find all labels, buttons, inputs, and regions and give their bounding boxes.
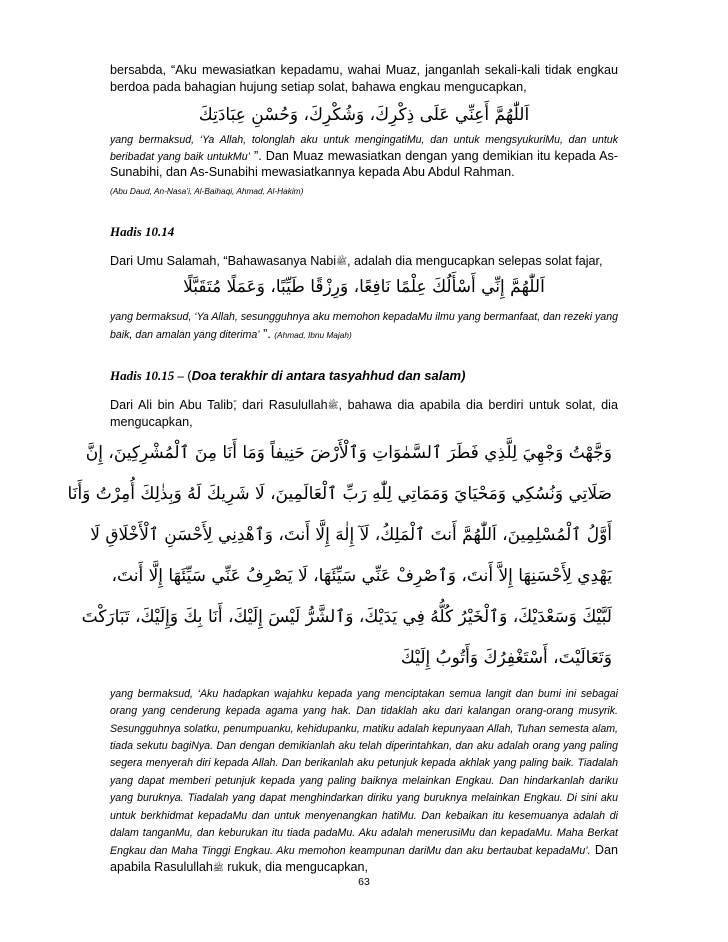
heading-paren: ( bbox=[187, 367, 192, 383]
hadis-1015-intro bbox=[110, 397, 618, 431]
paragraph-intro: bersabda, “Aku mewasiatkan kepadamu, wahai Muaz, janganlah sekali-kali tidak engkau berdoa pada bahagian hujung setiap solat, bahawa engkau mengucapkan, bbox=[110, 63, 618, 94]
arabic-line: وَجَّهْتُ وَجْهِيَ لِلَّذِي فَطَرَ ٱلسَّمٰوَاتِ وَٱلْأَرْضَ حَنِيفاً وَمَا أَنَا مِنَ ٱلْمُشْرِكِينَ، إِنَّ bbox=[85, 442, 612, 463]
hadis-1015-intro-a: Dari Ali bin Abu Talib bbox=[110, 397, 234, 412]
arabic-dua-2: اَللّٰهُمَّ إِنِّي أَسْأَلُكَ عِلْمًا نَافِعًا، وَرِزْقًا طَيِّبًا، وَعَمَلًا مُتَقَبَّلًا bbox=[183, 276, 545, 297]
hadis-1014-intro-a: Dari Umu Salamah, “Bahawasanya Nabi bbox=[110, 253, 337, 268]
page-number: 63 bbox=[358, 876, 370, 888]
document-page bbox=[67, 62, 619, 876]
hadis-1015-intro-b: , dari Rasulullah bbox=[233, 397, 328, 412]
after-text-a: Dan apabila Rasulullah bbox=[110, 842, 619, 874]
meaning-paragraph-1 bbox=[110, 132, 618, 181]
source-text-2: (Ahmad, Ibnu Majah) bbox=[274, 329, 352, 340]
arabic-dua-1: اَللّٰهُمَّ أَعِنِّي عَلَى ذِكْرِكَ، وَشُكْرِكَ، وَحُسْنِ عِبَادَتِكَ bbox=[198, 105, 530, 125]
heading-hadis-1015 bbox=[110, 368, 618, 384]
honorific-icon-saw-2: ﷺ bbox=[212, 862, 224, 873]
honorific-icon: ﷺ bbox=[336, 255, 347, 266]
source-1 bbox=[110, 182, 618, 200]
arabic-line: لَبَّيْكَ وَسَعْدَيْكَ، وَٱلْخَيْرُ كُلُّهُ فِي يَدَيْكَ، وَٱلشَّرُّ لَيْسَ إِلَيْكَ، أَنَا بِكَ وَإِلَيْكَ، تَبَارَكْتَ bbox=[81, 606, 612, 627]
after-text-b: rukuk, dia mengucapkan, bbox=[223, 859, 369, 874]
heading-hadis-1014: Hadis 10.14 bbox=[110, 223, 175, 239]
meaning-italic-2: yang bermaksud, ‘Ya Allah, sesungguhnya aku memohon kepadaMu ilmu yang bermanfaat, dan rezeki yang baik, dan amalan yang diterima’ bbox=[110, 310, 618, 341]
hadis-1014-intro-b: , adalah dia mengucapkan selepas solat fajar, bbox=[346, 253, 603, 268]
meaning-italic-3: yang bermaksud, ‘Aku hadapkan wajahku kepada yang menciptakan semua langit dan bumi ini sebagai orang yang cenderung kepada agama yang hak. Dan tidaklah aku dari kalangan orang-orang musyrik. Sesungguhnya solatku, penumpuanku, kehidupanku, matiku adalah kepunyaan Allah, Tuhan semesta alam, tiada sekutu bagiNya. Dan dengan demikianlah aku telah diperintahkan, dan aku adalah orang yang paling segera menyerah diri kepada Allah. Dan berikanlah aku petunjuk kepada akhlak yang paling baik. Tiadalah yang dapat memberi petunjuk kepada yang paling baiknya melainkan Engkau. Dan hindarkanlah dariku yang buruknya. Tiadalah yang dapat menghindarkan diriku yang buruknya melainkan Engkau. Di sini aku untuk berkhidmat kepadaMu dan untuk menyenangkan hatiMu. Dan kebaikan itu kesemuanya adalah di dalam tanganMu, dan keburukan itu tiada padaMu. Aku adalah menerusiMu dan kepadaMu. Maha Berkat Engkau dan Maha Tinggi Engkau. Aku memohon keampunan dariMu dan aku bertaubat kepadaMu’. bbox=[110, 687, 618, 857]
honorific-icon-saw: ﷺ bbox=[327, 399, 339, 410]
arabic-dua-3 bbox=[67, 433, 618, 679]
hadis-1015-intro-c: , bahawa dia apabila dia berdiri untuk solat, dia mengucapkan, bbox=[110, 397, 618, 429]
heading-hadis-1015-label: Hadis 10.15 – bbox=[110, 367, 188, 383]
meaning-paragraph-2 bbox=[110, 308, 618, 344]
meaning-normal-1: ”. Dan Muaz mewasiatkan dengan yang demikian itu kepada As-Sunabihi, dan As-Sunabihi mewasiatkannya kepada Abu Abdul Rahman. bbox=[110, 148, 618, 179]
meaning-paragraph-3 bbox=[110, 685, 618, 876]
arabic-line: صَلَاتِي وَنُسُكِي وَمَحْيَايَ وَمَمَاتِي لِلّٰهِ رَبِّ ٱلْعَالَمِينَ، لَا شَرِيكَ لَهُ وَبِذٰلِكَ أُمِرْتُ وَأَنَا bbox=[67, 483, 612, 504]
heading-hadis-1015-title: Doa terakhir di antara tasyahhud dan salam) bbox=[191, 367, 466, 383]
source-text-1: (Abu Daud, An-Nasa’i, Al-Baihaqi, Ahmad, Al-Hakim) bbox=[110, 185, 304, 196]
meaning-close-2: ”. bbox=[259, 326, 275, 341]
hadis-1014-intro bbox=[110, 253, 618, 270]
arabic-line: وَتَعَالَيْتَ، أَسْتَغْفِرُكَ وَأَتُوبُ إِلَيْكَ bbox=[400, 647, 612, 668]
meaning-italic-1: yang bermaksud, ‘Ya Allah, tolonglah aku untuk mengingatiMu, dan untuk mengsyukuriMu, dan untuk beribadat yang baik untukMu’ bbox=[110, 134, 618, 163]
arabic-line: يَهْدِي لِأَحْسَنِهَا إِلاَّ أَنتَ، وَٱصْرِفْ عَنِّي سَيِّئَهَا، لَا يَصْرِفُ عَنِّي سَيِّئَهَا إِلَّا أَنتَ، bbox=[111, 565, 612, 586]
arabic-line: أَوَّلُ ٱلْمُسْلِمِينَ، اَللّٰهُمَّ أَنتَ ٱلْمَلِكُ، لَآ إِلٰهَ إِلَّا أَنتَ، وَٱهْدِنِي لِأَحْسَنِ ٱلْأَخْلَاقِ لَا bbox=[90, 524, 612, 545]
